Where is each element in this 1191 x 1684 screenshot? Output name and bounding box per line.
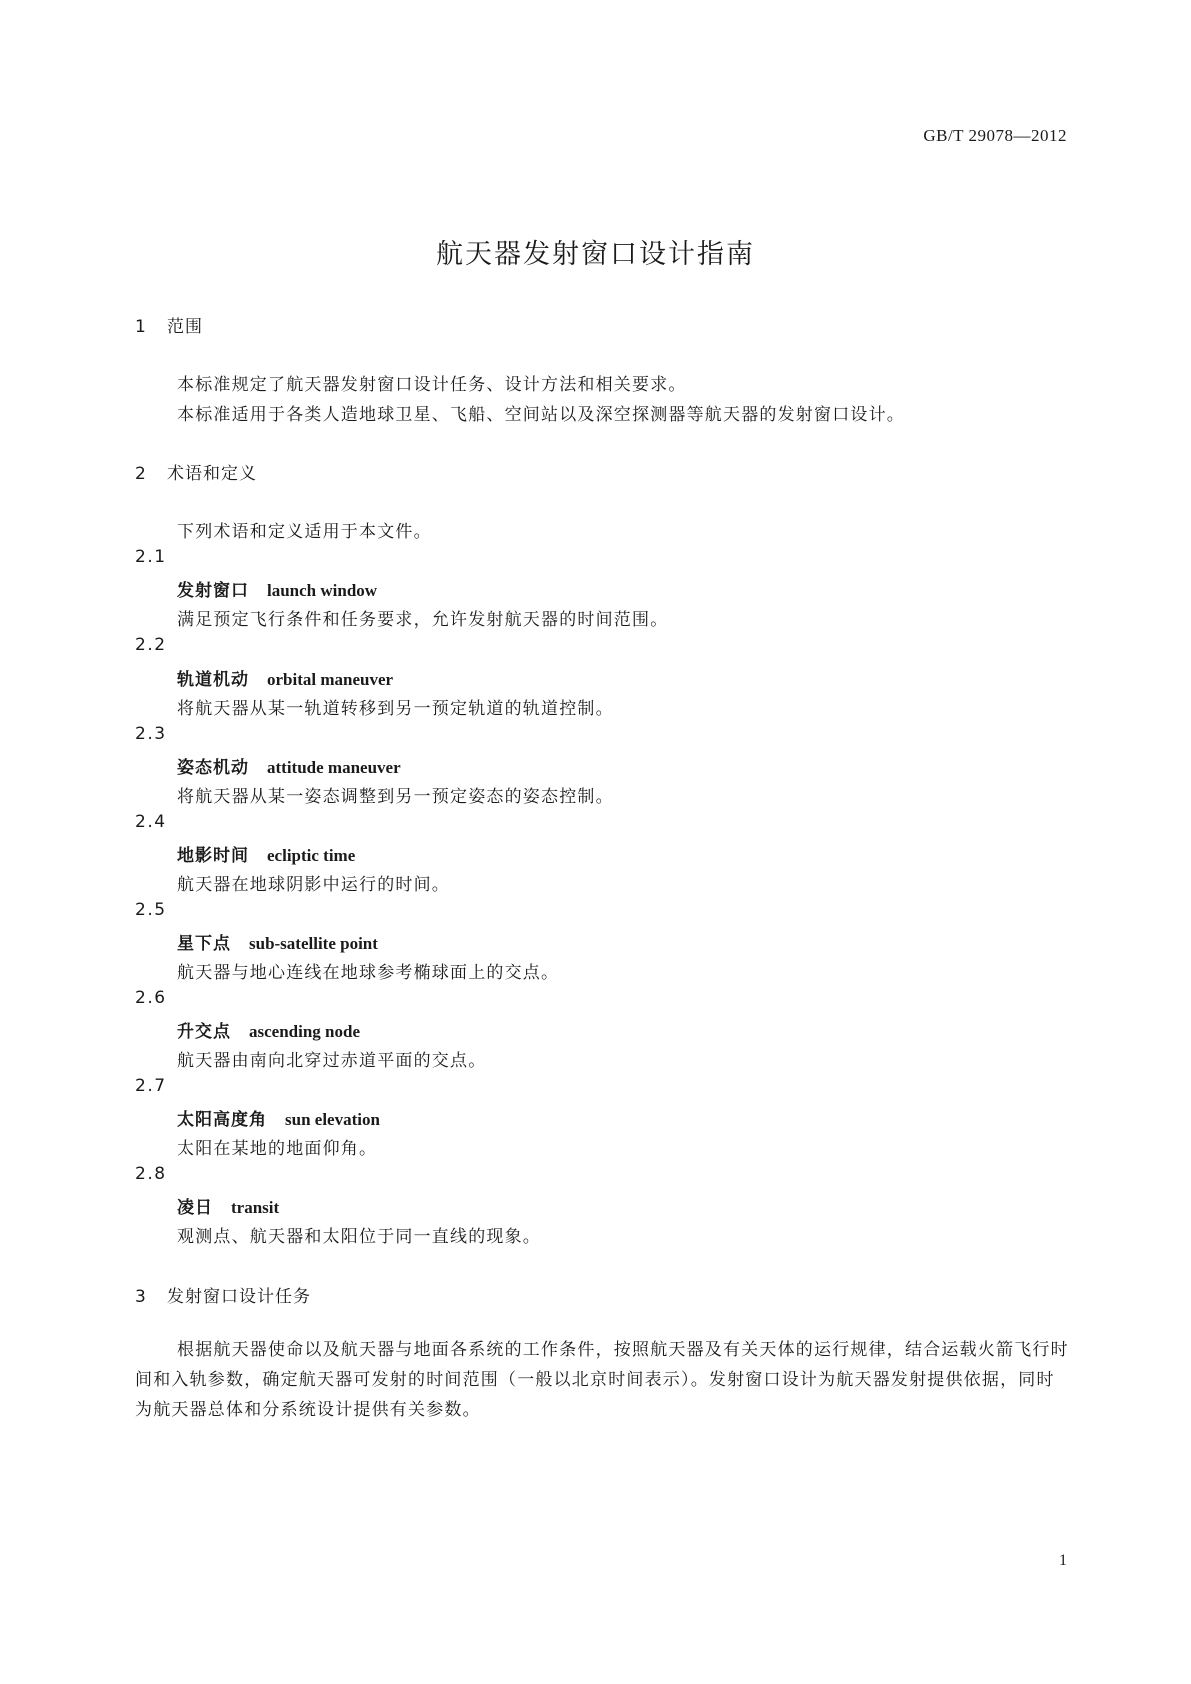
- document-title: 航天器发射窗口设计指南: [436, 239, 755, 270]
- term-en: orbital maneuver: [267, 670, 394, 689]
- clause-number-2-2: 2.2: [135, 635, 167, 655]
- section-title: 术语和定义: [167, 464, 257, 484]
- section-number: 3: [135, 1287, 147, 1307]
- clause-number-2-4: 2.4: [135, 812, 167, 832]
- term-zh: 星下点: [177, 934, 231, 954]
- clause-number-2-8: 2.8: [135, 1164, 167, 1184]
- term-definition-2-8: 观测点、航天器和太阳位于同一直线的现象。: [177, 1227, 541, 1247]
- clause-number-2-1: 2.1: [135, 547, 167, 567]
- clause-number-2-6: 2.6: [135, 988, 167, 1008]
- term-zh: 轨道机动: [177, 670, 249, 690]
- term-en: transit: [231, 1198, 280, 1217]
- section-title: 发射窗口设计任务: [167, 1287, 311, 1307]
- term-zh: 太阳高度角: [177, 1110, 267, 1130]
- term-en: launch window: [267, 581, 378, 600]
- term-en: attitude maneuver: [267, 758, 401, 777]
- scope-paragraph-1: 本标准规定了航天器发射窗口设计任务、设计方法和相关要求。: [177, 375, 687, 395]
- term-en: ascending node: [249, 1022, 360, 1041]
- term-entry-2-4: [177, 841, 355, 866]
- term-entry-2-1: [177, 576, 377, 601]
- section-heading-2: [135, 459, 257, 484]
- clause-number-2-7: 2.7: [135, 1076, 167, 1096]
- term-definition-2-1: 满足预定飞行条件和任务要求，允许发射航天器的时间范围。: [177, 610, 669, 630]
- term-zh: 升交点: [177, 1022, 231, 1042]
- term-entry-2-2: [177, 665, 393, 690]
- terms-intro: 下列术语和定义适用于本文件。: [177, 522, 432, 542]
- term-zh: 地影时间: [177, 846, 249, 866]
- term-zh: 发射窗口: [177, 581, 249, 601]
- term-definition-2-4: 航天器在地球阴影中运行的时间。: [177, 875, 450, 895]
- term-entry-2-5: [177, 929, 378, 954]
- term-entry-2-7: [177, 1105, 380, 1130]
- standard-code: GB/T 29078—2012: [923, 126, 1067, 145]
- scope-paragraph-2: 本标准适用于各类人造地球卫星、飞船、空间站以及深空探测器等航天器的发射窗口设计。: [177, 405, 905, 425]
- term-definition-2-2: 将航天器从某一轨道转移到另一预定轨道的轨道控制。: [177, 699, 614, 719]
- term-entry-2-8: [177, 1193, 279, 1218]
- section-heading-1: [135, 312, 203, 337]
- section-number: 1: [135, 317, 147, 337]
- section-heading-3: [135, 1282, 311, 1307]
- task-paragraph: 根据航天器使命以及航天器与地面各系统的工作条件，按照航天器及有关天体的运行规律，结合运载火箭飞行时间和入轨参数，确定航天器可发射的时间范围（一般以北京时间表示）。发射窗口设计为航天器发射提供依据，同时为航天器总体和分系统设计提供有关参数。: [135, 1340, 1069, 1420]
- clause-number-2-5: 2.5: [135, 900, 167, 920]
- section-number: 2: [135, 464, 147, 484]
- term-definition-2-3: 将航天器从某一姿态调整到另一预定姿态的姿态控制。: [177, 787, 614, 807]
- term-definition-2-6: 航天器由南向北穿过赤道平面的交点。: [177, 1051, 487, 1071]
- term-en: ecliptic time: [267, 846, 356, 865]
- term-zh: 凌日: [177, 1198, 213, 1218]
- page-number: 1: [1059, 1552, 1067, 1569]
- term-definition-2-5: 航天器与地心连线在地球参考椭球面上的交点。: [177, 963, 560, 983]
- clause-number-2-3: 2.3: [135, 724, 167, 744]
- term-entry-2-6: [177, 1017, 360, 1042]
- term-entry-2-3: [177, 753, 401, 778]
- term-en: sub-satellite point: [249, 934, 378, 953]
- section-title: 范围: [167, 317, 203, 337]
- term-zh: 姿态机动: [177, 758, 249, 778]
- term-en: sun elevation: [285, 1110, 380, 1129]
- term-definition-2-7: 太阳在某地的地面仰角。: [177, 1139, 378, 1159]
